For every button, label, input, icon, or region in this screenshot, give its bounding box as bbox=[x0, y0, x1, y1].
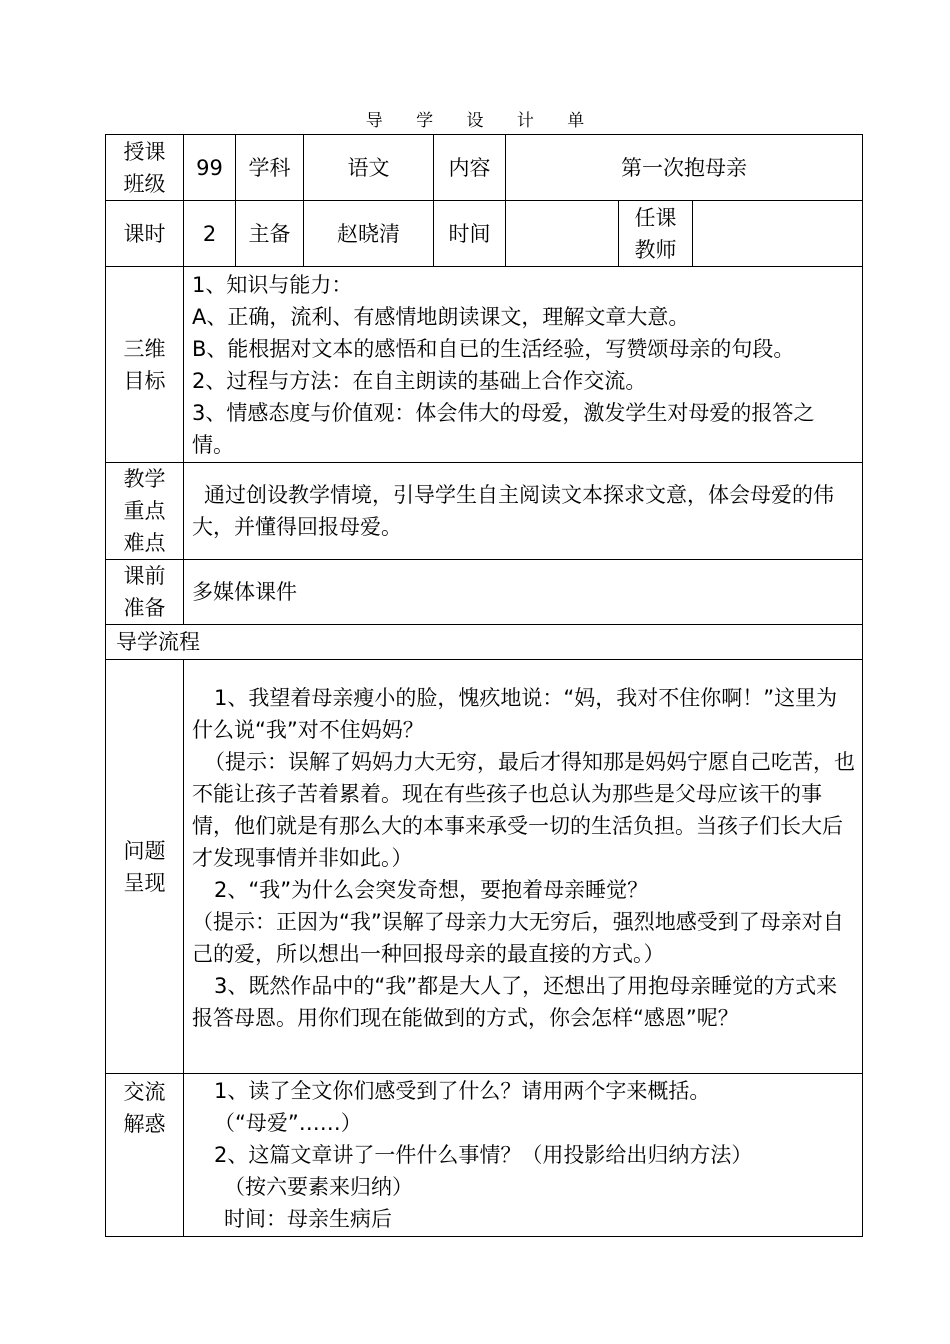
problem-paragraph: （提示：误解了妈妈力大无穷，最后才得知那是妈妈宁愿自己吃苦，也不能让孩子苦着累着。现在有些孩子也总认为那些是父母应该干的事情，他们就是有那么大的本事来承受一切的生活负担。当孩子们长大后才发现事情并非如此。） bbox=[192, 750, 855, 870]
prep-row bbox=[106, 560, 863, 625]
teacher-label: 任课 教师 bbox=[619, 201, 693, 267]
goal-line: A、正确，流利、有感情地朗读课文，理解文章大意。 bbox=[192, 304, 690, 329]
exchange-label: 交流 解惑 bbox=[106, 1074, 184, 1237]
goals-label: 三维 目标 bbox=[106, 267, 184, 463]
prep-content: 多媒体课件 bbox=[184, 560, 863, 625]
problems-content bbox=[184, 660, 863, 1074]
flow-header: 导学流程 bbox=[106, 625, 863, 660]
teacher-value bbox=[693, 201, 863, 267]
document-title: 导 学 设 计 单 bbox=[365, 111, 599, 131]
flow-header-row bbox=[106, 625, 863, 660]
exchange-line: 1、读了全文你们感受到了什么？请用两个字来概括。 bbox=[214, 1079, 711, 1103]
key-points-text: 通过创设教学情境，引导学生自主阅读文本探求文意，体会母爱的伟大，并懂得回报母爱。 bbox=[192, 483, 834, 539]
class-label: 授课 班级 bbox=[106, 135, 184, 201]
problems-row bbox=[106, 660, 863, 1074]
subject-value: 语文 bbox=[304, 135, 434, 201]
exchange-line: 时间：母亲生病后 bbox=[224, 1207, 392, 1231]
exchange-line: （“母爱”……） bbox=[214, 1111, 362, 1135]
goals-content bbox=[184, 267, 863, 463]
time-label: 时间 bbox=[434, 201, 506, 267]
problems-label: 问题 呈现 bbox=[106, 660, 184, 1074]
info-row-1 bbox=[106, 135, 863, 201]
problem-paragraph: 1、我望着母亲瘦小的脸，愧疚地说：“妈，我对不住你啊！”这里为什么说“我”对不住妈妈？ bbox=[192, 686, 838, 742]
problem-paragraph: 2、“我”为什么会突发奇想，要抱着母亲睡觉？ bbox=[214, 878, 649, 902]
class-value: 99 bbox=[184, 135, 236, 201]
lead-label: 主备 bbox=[236, 201, 304, 267]
time-value bbox=[506, 201, 619, 267]
exchange-line: （按六要素来归纳） bbox=[224, 1175, 413, 1199]
info-row-2 bbox=[106, 201, 863, 267]
key-points-row bbox=[106, 463, 863, 560]
key-points-content bbox=[184, 463, 863, 560]
problem-paragraph: （提示：正因为“我”误解了母亲力大无穷后，强烈地感受到了母亲对自己的爱，所以想出一种回报母亲的最直接的方式。） bbox=[192, 910, 844, 966]
goal-line: 1、知识与能力： bbox=[192, 272, 353, 297]
subject-label: 学科 bbox=[236, 135, 304, 201]
exchange-row bbox=[106, 1074, 863, 1237]
content-value: 第一次抱母亲 bbox=[506, 135, 863, 201]
lead-value: 赵晓清 bbox=[304, 201, 434, 267]
goal-line: 3、情感态度与价值观：体会伟大的母爱，激发学生对母爱的报答之情。 bbox=[192, 400, 815, 457]
key-points-label: 教学 重点 难点 bbox=[106, 463, 184, 560]
problem-paragraph: 3、既然作品中的“我”都是大人了，还想出了用抱母亲睡觉的方式来报答母恩。用你们现在能做到的方式，你会怎样“感恩”呢？ bbox=[192, 974, 838, 1030]
period-value: 2 bbox=[184, 201, 236, 267]
prep-label: 课前 准备 bbox=[106, 560, 184, 625]
guide-table bbox=[105, 134, 863, 1237]
exchange-content bbox=[184, 1074, 863, 1237]
goal-line: B、能根据对文本的感悟和自已的生活经验，写赞颂母亲的句段。 bbox=[192, 336, 795, 361]
goals-row bbox=[106, 267, 863, 463]
goal-line: 2、过程与方法：在自主朗读的基础上合作交流。 bbox=[192, 368, 647, 393]
period-label: 课时 bbox=[106, 201, 184, 267]
content-label: 内容 bbox=[434, 135, 506, 201]
exchange-line: 2、这篇文章讲了一件什么事情？（用投影给出归纳方法） bbox=[214, 1143, 753, 1167]
